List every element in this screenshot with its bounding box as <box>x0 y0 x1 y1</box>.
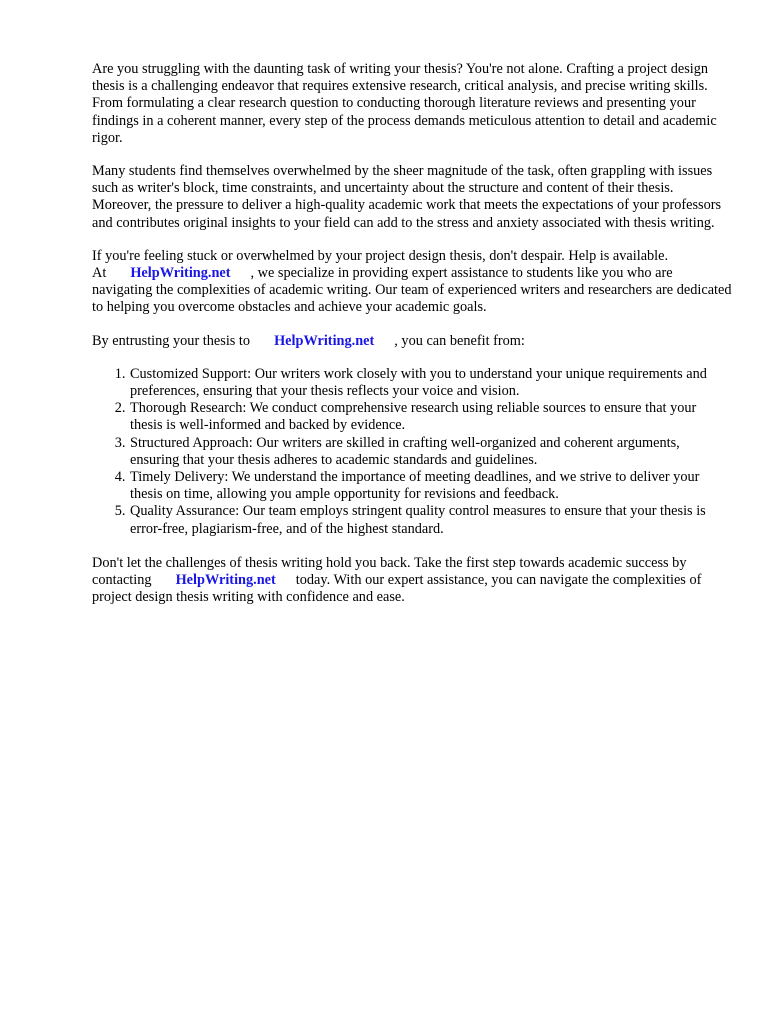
benefit-intro-after: , you can benefit from: <box>394 332 525 349</box>
benefit-intro-before: By entrusting your thesis to <box>92 332 251 349</box>
list-item: 3. Structured Approach: Our writers are skilled in crafting well-organized and coherent arguments, ensuring that your thesis adheres to academic standards and guidelines. <box>129 435 732 469</box>
closing-paragraph <box>92 555 732 607</box>
challenges-paragraph: Many students find themselves overwhelmed by the sheer magnitude of the task, often grappling with issues such as writer's block, time constraints, and uncertainty about the structure and content of their thesis. Moreover, the pressure to deliver a high-quality academic work that meets the expectations of your professors and contributes original insights to your field can add to the stress and anxiety associated with thesis writing. <box>92 163 722 231</box>
closing-after: today. With our expert assistance, you can navigate the complexities of project design thesis writing with confidence and ease. <box>92 572 702 606</box>
intro-paragraph: Are you struggling with the daunting task of writing your thesis? You're not alone. Crafting a project design thesis is a challenging endeavor that requires extensive research, critical analysis, and precise writing skills. From formulating a clear research question to conducting thorough literature reviews and presenting your findings in a coherent manner, every step of the process demands meticulous attention to detail and academic rigor. <box>92 61 717 146</box>
list-item: 5. Quality Assurance: Our team employs stringent quality control measures to ensure that your thesis is error-free, plagiarism-free, and of the highest standard. <box>129 503 732 537</box>
helpwriting-link-1[interactable]: HelpWriting.net <box>130 265 231 282</box>
help-paragraph-line1: If you're feeling stuck or overwhelmed by your project design thesis, don't despair. Help is available. <box>92 247 669 264</box>
help-paragraph <box>92 248 732 317</box>
list-item: 4. Timely Delivery: We understand the importance of meeting deadlines, and we strive to deliver your thesis on time, allowing you ample opportunity for revisions and feedback. <box>129 469 732 503</box>
helpwriting-link-3[interactable]: HelpWriting.net <box>175 572 276 589</box>
benefits-list <box>92 366 732 538</box>
helpwriting-link-2[interactable]: HelpWriting.net <box>274 332 375 349</box>
list-item: 1. Customized Support: Our writers work closely with you to understand your unique requirements and preferences, ensuring that your thesis reflects your voice and vision. <box>129 366 732 400</box>
benefit-intro-paragraph <box>92 333 732 350</box>
list-item: 2. Thorough Research: We conduct comprehensive research using reliable sources to ensure that your thesis is well-informed and backed by evidence. <box>129 400 732 434</box>
help-paragraph-at: At <box>92 265 107 282</box>
document-page <box>92 61 732 622</box>
help-paragraph-rest: , we specialize in providing expert assistance to students like you who are navigating the complexities of academic writing. Our team of experienced writers and researchers are dedicated to helping you overcome obstacles and achieve your academic goals. <box>92 265 732 316</box>
closing-before: Don't let the challenges of thesis writing hold you back. Take the first step towards academic success by contacting <box>92 554 687 589</box>
